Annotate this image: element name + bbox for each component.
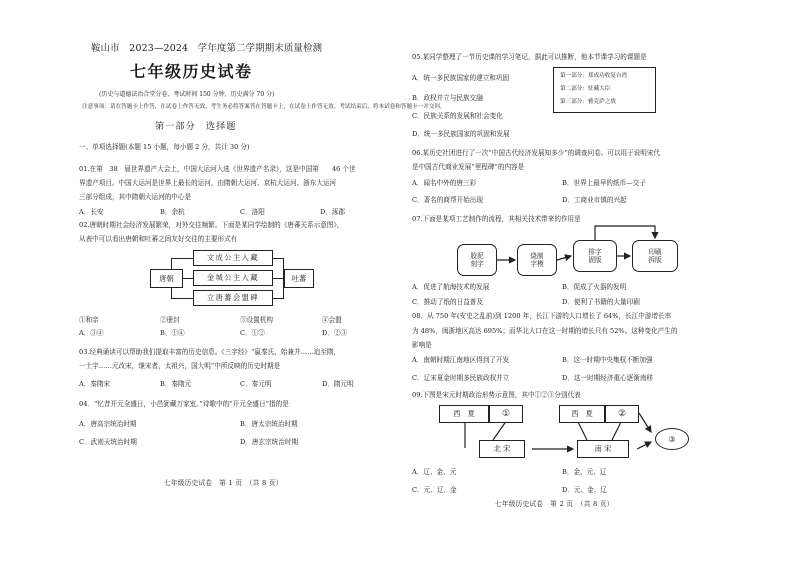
option-a: A．辽、金、元: [412, 468, 457, 476]
choice-4: ④会盟: [322, 316, 342, 324]
option-c: C．元、辽、金: [412, 486, 457, 494]
option-d: D．涿郡: [320, 208, 346, 216]
question-8-line: 08．从 750 年(安史之乱前)到 1200 年，长江下游的人口增长了 64%，长江中游增长率: [412, 312, 672, 320]
option-b: B．这一时期中央集权不断加强: [562, 356, 653, 364]
section-title: 一、单项选择题(本题 15 小题，每小题 2 分，共计 30 分): [79, 143, 250, 151]
option-b: B．唐太宗统治时期: [240, 420, 298, 428]
tubo-box: 吐蕃: [284, 269, 314, 288]
question-1-line: 三部分组成，其中隋朝大运河的中心是: [79, 193, 192, 201]
option-b: B．政权并立与民族交融: [412, 94, 483, 102]
option-b: B．秦隋元: [160, 380, 192, 388]
option-c: C．民族关系的发展和社会变化: [412, 112, 503, 120]
question-1-line: 01.在第 38 届世界遗产大会上，中国大运河入选《世界遗产名录》，这是中国第 46 个世: [79, 165, 356, 173]
page-footer: 七年级历史试卷 第 1 页 （共 8 页）: [164, 479, 283, 487]
option-b: B．①④: [160, 329, 185, 337]
circle-2-box: ②: [605, 405, 639, 423]
option-c: C．①②: [240, 329, 265, 337]
option-d: D．隋元明: [322, 380, 354, 388]
question-6-line: 06.某历史社团进行了一次“中国古代经济发展知多少”的调查问卷。可以用于说明宋代: [412, 149, 661, 157]
note-line: 第二部分：驻藏大臣: [560, 86, 611, 92]
option-a: A．南朝时期江南地区得到了开发: [412, 356, 510, 364]
option-c: C．辽宋夏金时期多民族政权并立: [412, 374, 510, 382]
question-4: 04．“忆昔开元全盛日，小邑犹藏万家室。”诗歌中的“开元全盛日”指的是: [79, 400, 289, 408]
question-3-line: 03.经典诵读可以帮助我们提取丰富的历史信息。《三字经》“嬴秦氏，始兼并……迨至隋，: [79, 348, 341, 356]
note-line: 第一部分：郑成功收复台湾: [560, 73, 628, 79]
instruction: 注意事项：请在答题卡上作答，在试卷上作答无效，考生务必将答案答在答题卡上，在试卷上作答无效。考试结束后，将本试卷和答题卡一并交回。: [82, 104, 446, 110]
option-d: D．元、金、辽: [562, 486, 607, 494]
option-c: C．推动了纸的日益普及: [412, 298, 483, 306]
choice-2: ②册封: [160, 316, 180, 324]
question-7: 07.下面是某项工艺制作的流程，其相关技术带来的作用是: [412, 215, 581, 223]
option-c: C．武则天统治时期: [79, 438, 137, 446]
option-d: D．这一时期经济重心逐渐南移: [562, 374, 654, 382]
study-note: [553, 67, 656, 113]
option-a: A．促进了航海技术的发展: [412, 283, 490, 291]
jincheng-box: 金城公主入藏: [193, 270, 273, 286]
exam-header: 鞍山市 2023—2024 学年度第二学期期末质量检测: [91, 43, 323, 54]
tang-box: 唐朝: [150, 269, 183, 288]
xixia-box-2: 西 夏: [559, 405, 605, 423]
flow-step-4: 印刷 拆版: [632, 240, 678, 272]
option-b: B．世界上最早的纸币—交子: [562, 179, 646, 187]
option-b: B．金、元、辽: [562, 468, 607, 476]
circle-3: ③: [655, 428, 689, 450]
page-2: [397, 0, 794, 561]
option-b: B．余杭: [160, 208, 185, 216]
stele-box: 立唐蕃会盟碑: [193, 290, 273, 306]
option-c: C．秦元明: [240, 380, 272, 388]
flow-step-1: 胶泥 刻字: [457, 244, 497, 276]
option-c: C．洛阳: [240, 208, 265, 216]
option-d: D．唐玄宗统治时期: [240, 438, 299, 446]
option-d: D．②③: [322, 329, 348, 337]
xixia-box-1: 西 夏: [439, 405, 489, 423]
part-title: 第一部分 选择题: [155, 121, 237, 132]
page-title: 七年级历史试卷: [130, 62, 253, 81]
option-d: D．统一多民族国家的巩固和发展: [412, 130, 510, 138]
option-a: A．唐高宗统治时期: [79, 420, 137, 428]
page-footer: 七年级历史试卷 第 2 页 （共 8 页）: [495, 500, 614, 508]
option-d: D．工商业市镇的兴起: [562, 196, 627, 204]
option-a: A．闻名中外的唐三彩: [412, 179, 477, 187]
option-a: A．长安: [79, 208, 104, 216]
option-c: C．著名的商帮开始出现: [412, 196, 483, 204]
note-line: 第三部分：雅克萨之战: [560, 99, 616, 105]
circle-1-box: ①: [489, 405, 523, 423]
question-9: 09.下图是宋元时期政治形势示意图，其中①②③分别代表: [412, 391, 581, 399]
question-5: 05.某同学整理了一节历史课的学习笔记，据此可以推断，他本节课学习的课题是: [412, 53, 647, 61]
exam-notice: (历史与道德法治合堂分卷，考试时间 150 分钟，历史满分 70 分): [99, 91, 275, 98]
choice-3: ③设置机构: [240, 316, 273, 324]
question-2-line: 从表中可以看出唐朝和吐蕃之间友好交往的主要形式有: [79, 235, 238, 243]
question-8-line: 影响是: [412, 341, 432, 349]
option-d: D．便利了书籍的大量印刷: [562, 298, 640, 306]
choice-1: ①和亲: [79, 316, 99, 324]
option-b: B．促成了火器的发明: [562, 283, 627, 291]
option-a: A．统一多民族国家的建立和巩固: [412, 74, 510, 82]
north-song-box: 北 宋: [479, 440, 525, 458]
option-a: A．秦隋宋: [79, 380, 111, 388]
option-a: A．③④: [79, 329, 104, 337]
question-3-line: 一土宇……元改宋，继宋者，太祖兴，国大明”中所反映的历史时期是: [79, 362, 281, 370]
question-1-line: 界遗产项目。中国大运河是世界上最长的运河，由隋朝大运河、京杭大运河、浙东大运河: [79, 179, 337, 187]
wencheng-box: 文成公主入藏: [193, 250, 273, 266]
flow-step-2: 烧制 字模: [517, 244, 557, 276]
question-8-line: 为 48%，闽浙地区高达 695%；而华北人口在这一时期的增长只有 52%。这种变化产生的: [412, 327, 678, 335]
flow-step-3: 排字 固版: [573, 240, 617, 272]
question-2-line: 02.唐朝时期社会经济发展繁荣，对外交往频繁。下面是某同学绘制的《唐蕃关系示意图》，: [79, 221, 344, 229]
south-song-box: 南 宋: [577, 440, 629, 458]
question-6-line: 是中国古代商业发展“里程碑”的内容是: [412, 163, 525, 171]
